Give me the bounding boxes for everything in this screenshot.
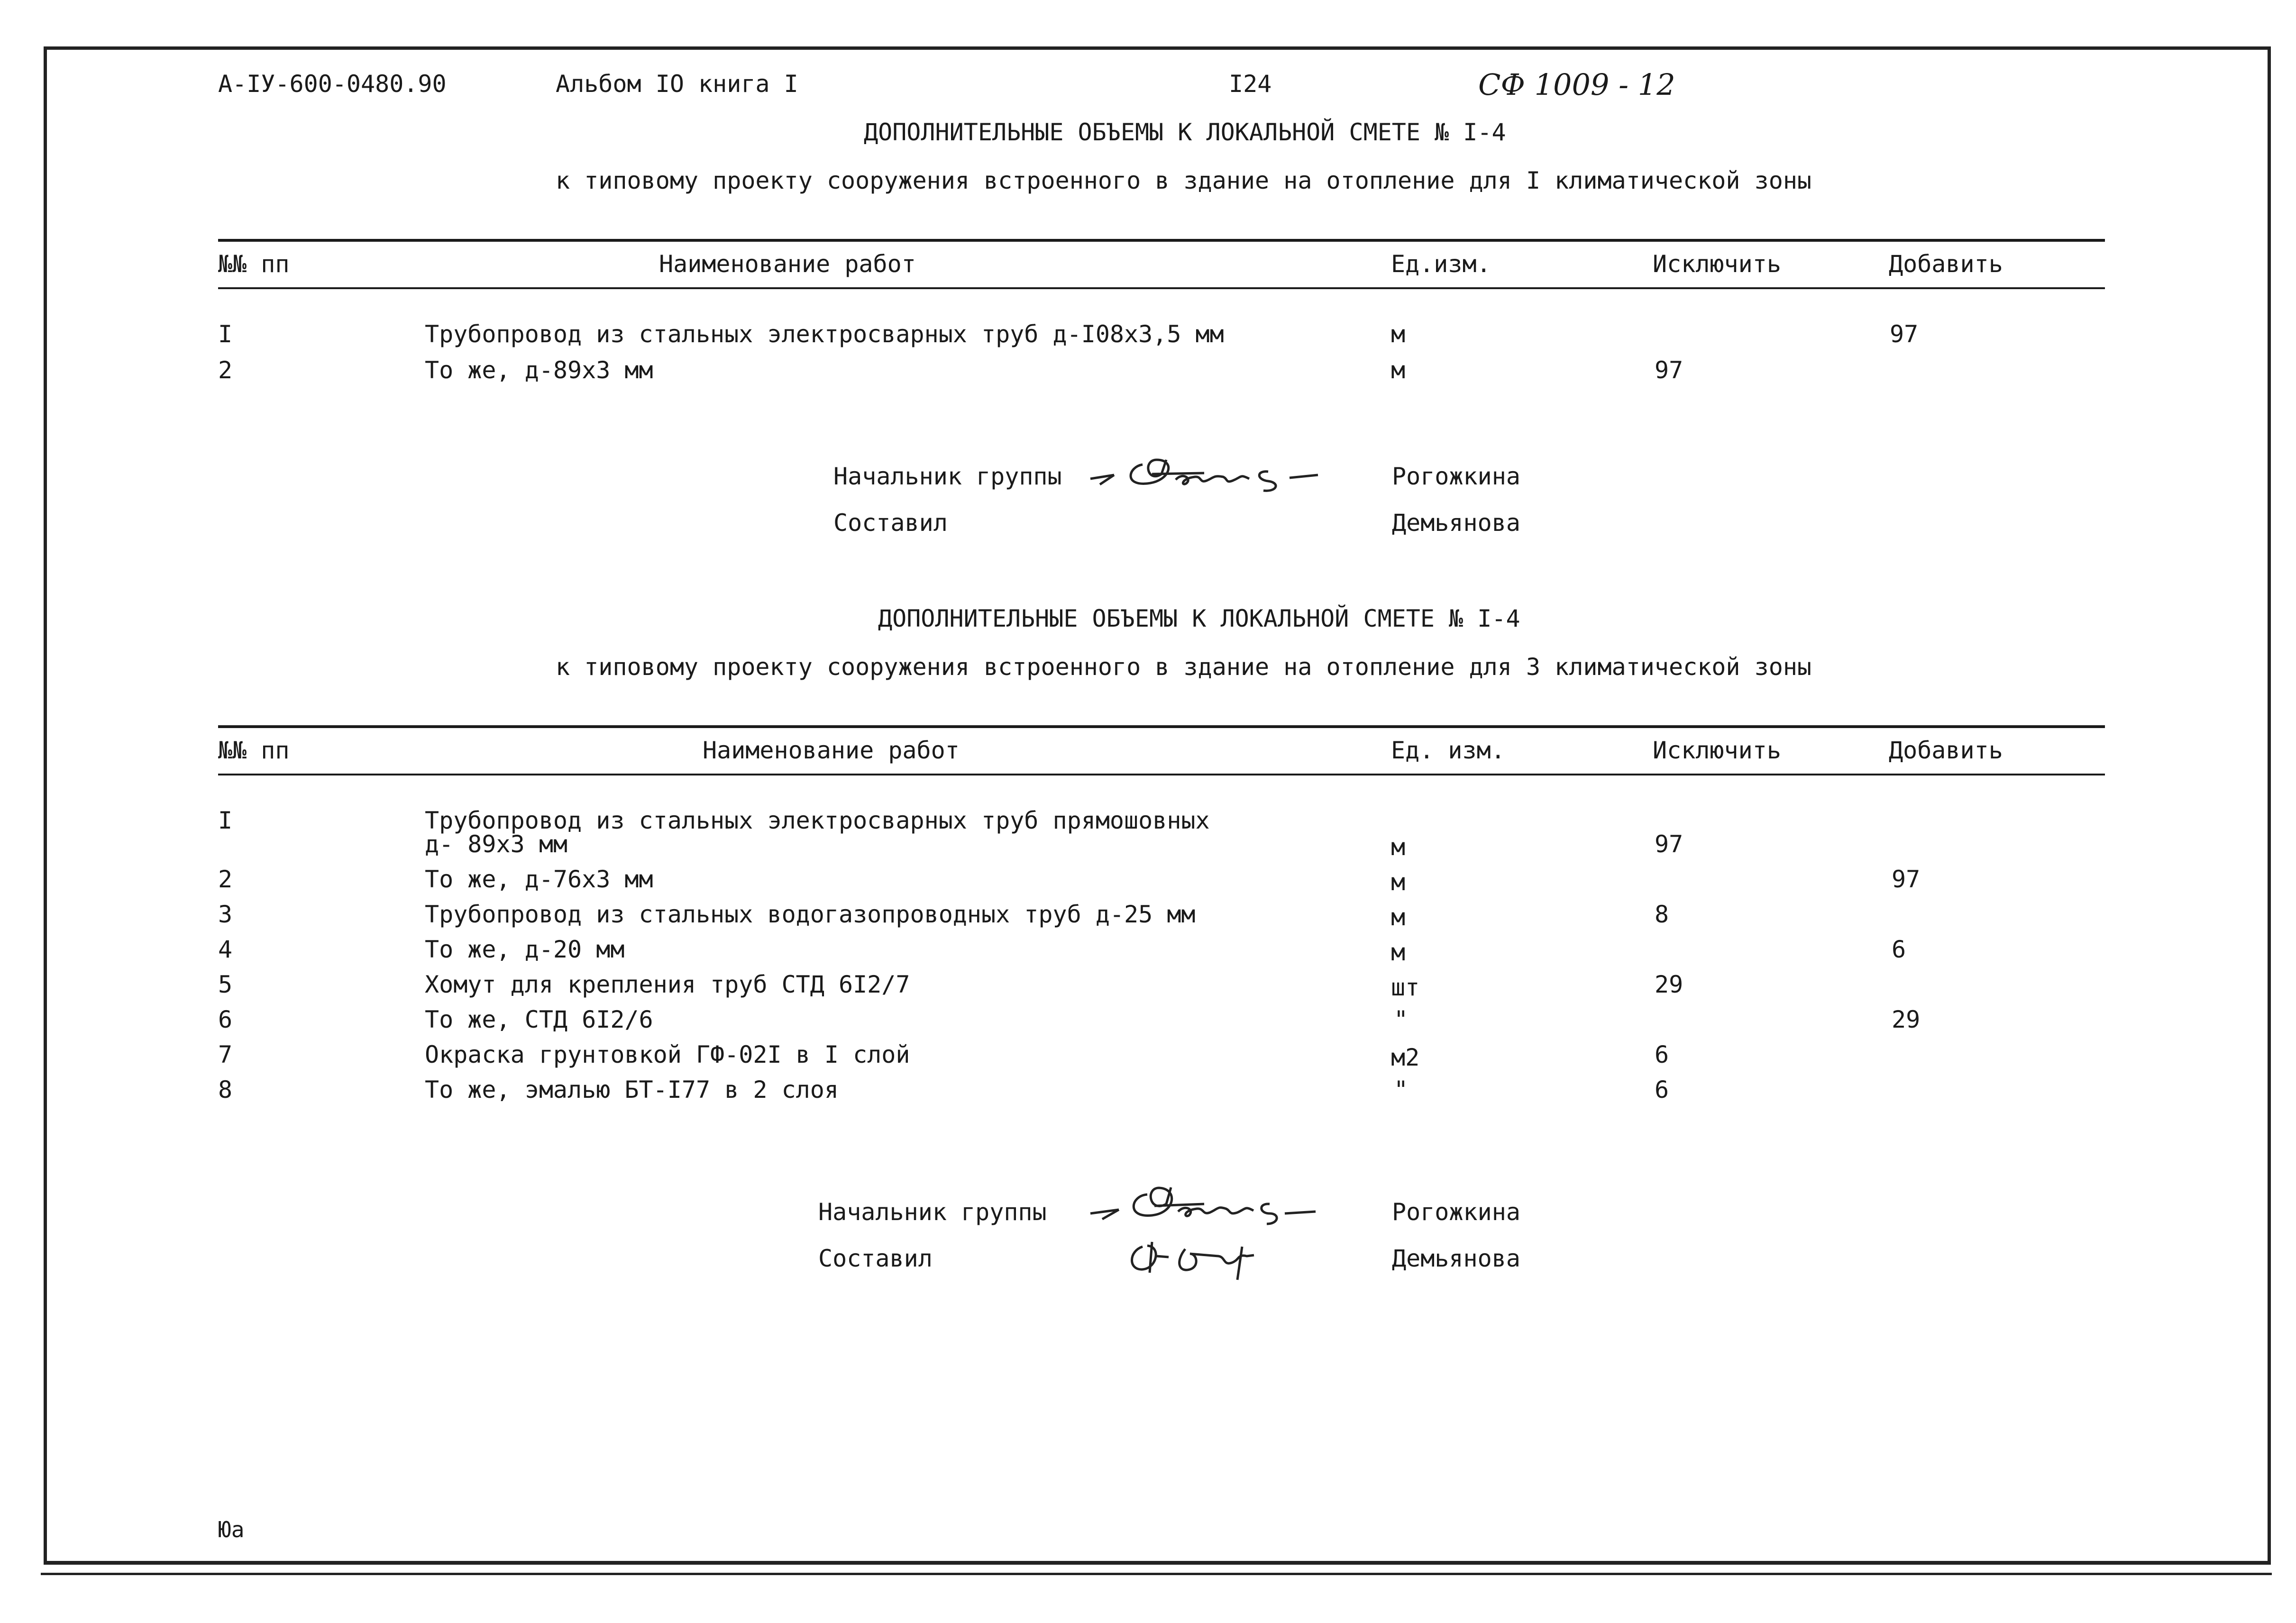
col-header-add: Добавить xyxy=(1889,737,2003,764)
row-add: 97 xyxy=(1892,866,1921,893)
head-of-group-name: Рогожкина xyxy=(1392,463,1520,490)
row-unit: " xyxy=(1394,1076,1409,1103)
row-unit: м xyxy=(1391,868,1406,896)
row-unit: м xyxy=(1391,356,1406,384)
compiled-by-name: Демьянова xyxy=(1392,1245,1520,1272)
section2-table-top-rule xyxy=(218,725,2105,728)
row-add: 29 xyxy=(1892,1006,1921,1033)
album-label: Альбом IO книга I xyxy=(556,70,798,98)
row-no: 6 xyxy=(218,1006,233,1033)
section2-subtitle: к типовому проекту сооружения встроенного в здание на отопление для 3 климатической зоны xyxy=(556,653,1812,681)
row-name: Трубопровод из стальных электросварных труб прямошовных xyxy=(425,807,1210,834)
compiled-by-name: Демьянова xyxy=(1392,509,1520,537)
row-unit: м xyxy=(1391,833,1406,861)
row-name: Трубопровод из стальных электросварных труб д-I08х3,5 мм xyxy=(425,320,1224,348)
row-exclude: 29 xyxy=(1655,971,1683,998)
row-unit: шт xyxy=(1391,974,1420,1001)
section2-header-rule xyxy=(218,774,2105,775)
col-header-exclude: Исключить xyxy=(1653,250,1781,278)
handwritten-code: СФ 1009 - 12 xyxy=(1478,67,1675,102)
row-unit: м xyxy=(1391,939,1406,966)
row-add: 97 xyxy=(1890,320,1919,348)
signature-head xyxy=(1081,446,1332,502)
col-header-add: Добавить xyxy=(1889,250,2003,278)
row-name: Хомут для крепления труб СТД 6I2/7 xyxy=(425,971,910,998)
col-header-exclude: Исключить xyxy=(1653,737,1781,764)
row-no: 7 xyxy=(218,1041,233,1068)
row-no: 2 xyxy=(218,866,233,893)
head-of-group-label: Начальник группы xyxy=(833,463,1062,490)
signature-author xyxy=(1124,1228,1280,1289)
col-header-no: №№ пп xyxy=(218,250,290,278)
compiled-by-label: Составил xyxy=(833,509,948,537)
col-header-unit: Ед. изм. xyxy=(1391,737,1505,764)
row-exclude: 97 xyxy=(1655,356,1683,384)
row-name: То же, д-89х3 мм xyxy=(425,356,653,384)
row-no: 4 xyxy=(218,936,233,963)
row-no: I xyxy=(218,320,233,348)
row-name: То же, эмалью БТ-I77 в 2 слоя xyxy=(425,1076,839,1103)
section1-subtitle: к типовому проекту сооружения встроенного в здание на отопление для I климатической зоны xyxy=(556,167,1812,194)
row-no: 5 xyxy=(218,971,233,998)
row-no: I xyxy=(218,807,233,834)
row-unit: м xyxy=(1391,903,1406,931)
sheet-mark: Юа xyxy=(218,1517,245,1542)
signature-head xyxy=(1081,1166,1327,1232)
row-name: То же, СТД 6I2/6 xyxy=(425,1006,653,1033)
row-unit: м xyxy=(1391,320,1406,348)
row-no: 3 xyxy=(218,901,233,928)
section1-title: ДОПОЛНИТЕЛЬНЫЕ ОБЪЕМЫ К ЛОКАЛЬНОЙ СМЕТЕ № I-4 xyxy=(864,119,1506,146)
row-no: 2 xyxy=(218,356,233,384)
page-number: I24 xyxy=(1229,70,1272,98)
compiled-by-label: Составил xyxy=(818,1245,933,1272)
col-header-unit: Ед.изм. xyxy=(1391,250,1491,278)
row-exclude: 6 xyxy=(1655,1041,1669,1068)
section1-header-rule xyxy=(218,287,2105,289)
row-add: 6 xyxy=(1892,936,1906,963)
page-border-bottom xyxy=(41,1573,2272,1575)
head-of-group-name: Рогожкина xyxy=(1392,1198,1520,1226)
head-of-group-label: Начальник группы xyxy=(818,1198,1047,1226)
row-exclude: 6 xyxy=(1655,1076,1669,1103)
col-header-name: Наименование работ xyxy=(659,250,916,278)
document-code: А-IУ-600-0480.90 xyxy=(218,70,447,98)
section2-title: ДОПОЛНИТЕЛЬНЫЕ ОБЪЕМЫ К ЛОКАЛЬНОЙ СМЕТЕ № I-4 xyxy=(878,605,1520,632)
row-name: Окраска грунтовкой ГФ-02I в I слой xyxy=(425,1041,910,1068)
row-exclude: 8 xyxy=(1655,901,1669,928)
row-name: Трубопровод из стальных водогазопроводных труб д-25 мм xyxy=(425,901,1196,928)
row-no: 8 xyxy=(218,1076,233,1103)
row-exclude: 97 xyxy=(1655,830,1683,858)
row-unit: " xyxy=(1394,1006,1409,1033)
row-name-continued: д- 89х3 мм xyxy=(425,830,568,858)
col-header-name: Наименование работ xyxy=(703,737,960,764)
section1-table-top-rule xyxy=(218,239,2105,242)
row-name: То же, д-76х3 мм xyxy=(425,866,653,893)
row-unit: м2 xyxy=(1391,1044,1420,1071)
row-name: То же, д-20 мм xyxy=(425,936,625,963)
col-header-no: №№ пп xyxy=(218,737,290,764)
